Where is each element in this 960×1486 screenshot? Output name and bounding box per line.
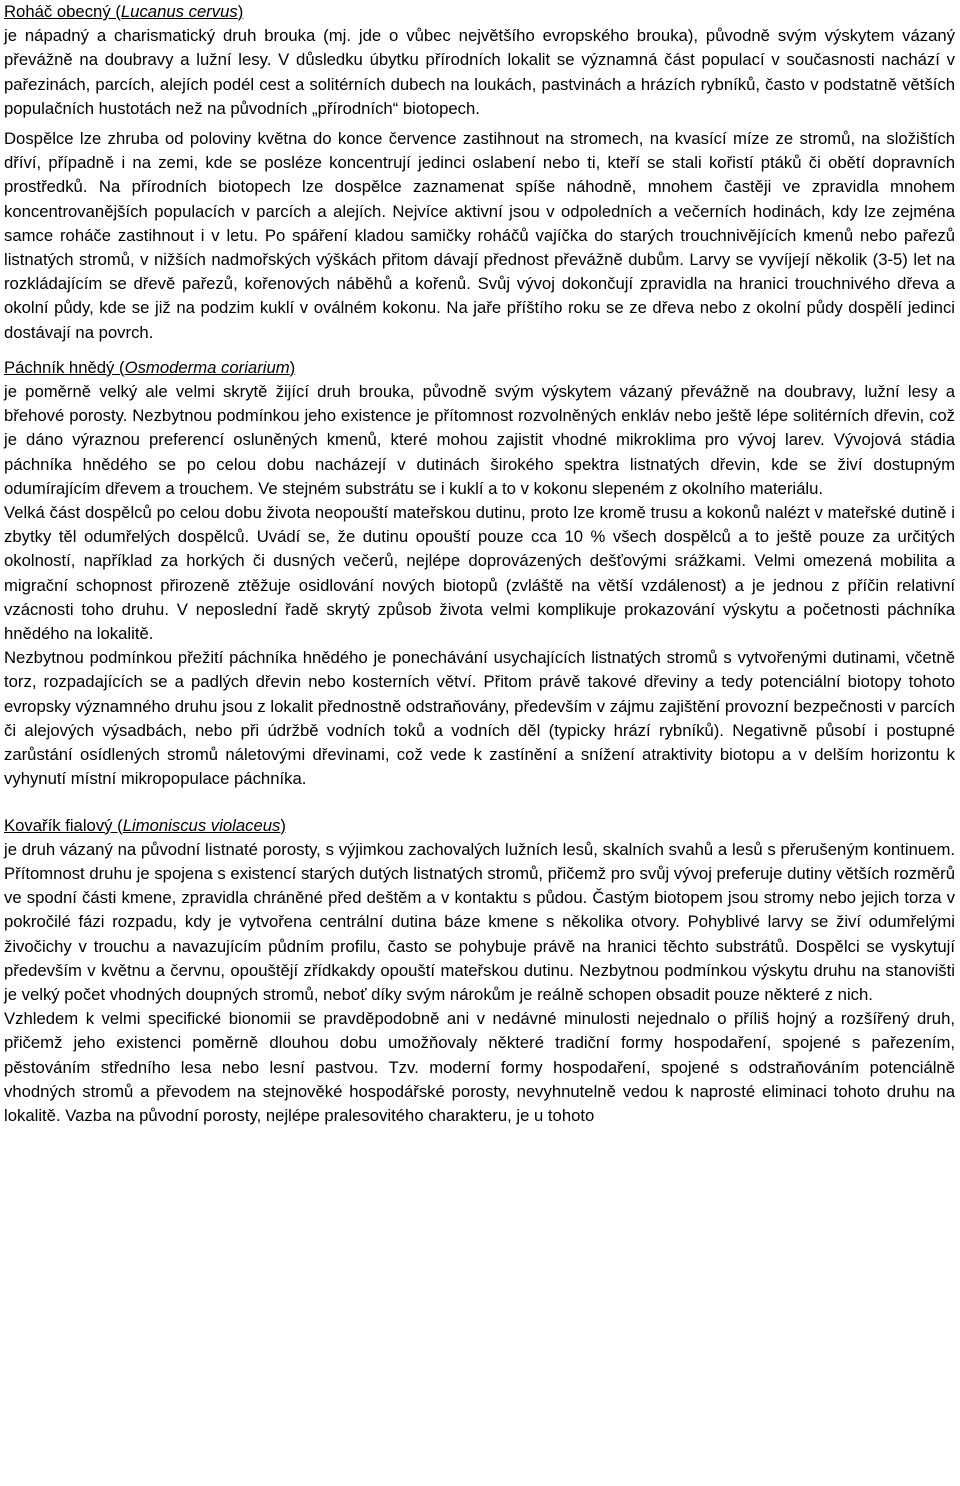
heading-common-name: Páchník hnědý ( bbox=[4, 357, 125, 377]
paragraph: je nápadný a charismatický druh brouka (mj. jde o vůbec největšího evropského brouka), původně svým výskytem vázaný převážně na doubravy a lužní lesy. V důsledku úbytku přírodních lokalit se významná část populací v současnosti nachází v pařezinách, parcích, alejích podél cest a solitérních dubech na loukách, pastvinách a hrázích rybníků, často v podstatně větších populačních hustotách než na původních „přírodních“ biotopech. bbox=[4, 26, 955, 118]
heading-common-name: Kovařík fialový ( bbox=[4, 815, 123, 835]
species-section-limoniscus bbox=[4, 814, 955, 1129]
paragraph: Dospělce lze zhruba od poloviny května do konce července zastihnout na stromech, na kvasící míze ze stromů, na složištích dříví, případně i na zemi, kde se posléze koncentrují jedinci oslabení nebo ti, kteří se stali kořistí ptáků či obětí dopravních prostředků. Na přírodních biotopech lze dospělce zaznamenat spíše náhodně, mnohem častěji ve zpravidla mnohem koncentrovanějších populacích v parcích a alejích. Nejvíce aktivní jsou v odpoledních a večerních hodinách, kdy lze zejména samce roháče zastihnout i v letu. Po spáření kladou samičky roháčů vajíčka do starých trouchnivějících kmenů nebo pařezů listnatých stromů, v nižších nadmořských výškách přitom dávají přednost převážně dubům. Larvy se vyvíjejí několik (3-5) let na rozkládajícím se dřevě pařezů, kořenových náběhů a kořenů. Svůj vývoj dokončují zpravidla na hranici trouchnivého dřeva a okolní půdy, kde se již na podzim kuklí v oválném kokonu. Na jaře příštího roku se ze dřeva nebo z okolní půdy dospělí jedinci dostávají na povrch. bbox=[4, 129, 955, 342]
heading-latin-name: Limoniscus violaceus bbox=[122, 815, 281, 835]
species-section-lucanus bbox=[4, 0, 955, 345]
heading-close-paren: ) bbox=[237, 2, 244, 21]
section-heading bbox=[4, 0, 955, 24]
section-heading bbox=[4, 814, 955, 838]
section-heading bbox=[4, 356, 955, 380]
paragraph: je druh vázaný na původní listnaté porosty, s výjimkou zachovalých lužních lesů, skalních svahů a lesů s přerušeným kontinuem. Přítomnost druhu je spojena s existencí starých dutých listnatých stromů, přičemž pro svůj vývoj preferuje dutiny větších rozměrů ve spodní části kmene, zpravidla chráněné před deštěm a v kontaktu s půdou. Častým biotopem jsou stromy nebo jejich torza v pokročilé fázi rozpadu, kdy je vytvořena centrální dutina báze kmene s několika otvory. Pohyblivé larvy se živí odumřelými živočichy v trouchu a navazujícím půdním profilu, často se pohybuje právě na hranici těchto substrátů. Dospělci se vyskytují především v květnu a červnu, opouštějí zřídkakdy opouští mateřskou dutinu. Nezbytnou podmínkou výskytu druhu na stanovišti je velký počet vhodných doupných stromů, neboť díky svým nárokům je reálně schopen obsadit pouze některé z nich. bbox=[4, 839, 955, 1004]
paragraph: Vzhledem k velmi specifické bionomii se pravděpodobně ani v nedávné minulosti nejednalo o příliš hojný a rozšířený druh, přičemž jeho existenci poměrně dlouhou dobu umožňovaly některé tradiční formy hospodaření, spojené s pařezením, pěstováním středního lesa nebo lesní pastvou. Tzv. moderní formy hospodaření, spojené s odstraňováním potenciálně vhodných stromů a převodem na stejnověké hospodářské porosty, nevyhnutelně vedou k naprosté eliminaci tohoto druhu na lokalitě. Vazba na původní porosty, nejlépe pralesovitého charakteru, je u tohoto bbox=[4, 1009, 955, 1125]
heading-close-paren: ) bbox=[280, 815, 286, 835]
species-section-osmoderma bbox=[4, 356, 955, 792]
paragraph: je poměrně velký ale velmi skrytě žijící druh brouka, původně svým výskytem vázaný převážně na doubravy, lužní lesy a břehové porosty. Nezbytnou podmínkou jeho existence je přítomnost rozvolněných enkláv nebo ještě lépe solitérních dřevin, což je dáno výraznou preferencí osluněných kmenů, které mohou zajistit vhodné mikroklima pro vývoj larev. Vývojová stádia páchníka hnědého se po celou dobu nacházejí v dutinách širokého spektra listnatých dřevin, kde se živí dostupným odumírajícím dřevem a trouchem. Ve stejném substrátu se i kuklí a to v kokonu slepeném z okolního materiálu. bbox=[4, 382, 955, 498]
paragraph: Nezbytnou podmínkou přežití páchníka hnědého je ponechávání usychajících listnatých stromů s vytvořenými dutinami, včetně torz, rozpadajících se a padlých dřevin nebo kosterních větví. Přitom právě takové dřeviny a tedy potenciální biotopy tohoto evropsky významného druhu jsou z lokalit přednostně odstraňovány, především v zájmu zajištění provozní bezpečnosti v parcích či alejových výsadbách, nebo při údržbě vodních toků a vodních děl (typicky hrází rybníků). Negativně působí i postupné zarůstání osídlených stromů náletovými dřevinami, což vede k zastínění a snížení atraktivity biotopu a v delším horizontu k vyhynutí místní mikropopulace páchníka. bbox=[4, 648, 955, 789]
heading-common-name: Roháč obecný ( bbox=[4, 2, 121, 21]
heading-latin-name: Osmoderma coriarium bbox=[124, 357, 290, 377]
paragraph: Velká část dospělců po celou dobu života neopouští mateřskou dutinu, proto lze kromě trusu a kokonů nalézt v mateřské dutině i zbytky těl odumřelých dospělců. Uvádí se, že dutinu opouští pouze cca 10 % všech dospělců a to ještě pouze za určitých okolností, například za horkých či dusných večerů, nejlépe doprovázených dešťovými srážkami. Velmi omezená mobilita a migrační schopnost přirozeně ztěžuje osidlování nových biotopů (zvláště na větší vzdálenost) a je jednou z příčin relativní vzácnosti toho druhu. V neposlední řadě skrytý způsob života velmi komplikuje prokazování výskytu a početnosti páchníka hnědého na lokalitě. bbox=[4, 503, 955, 644]
heading-close-paren: ) bbox=[289, 357, 296, 377]
heading-latin-name: Lucanus cervus bbox=[120, 2, 238, 21]
